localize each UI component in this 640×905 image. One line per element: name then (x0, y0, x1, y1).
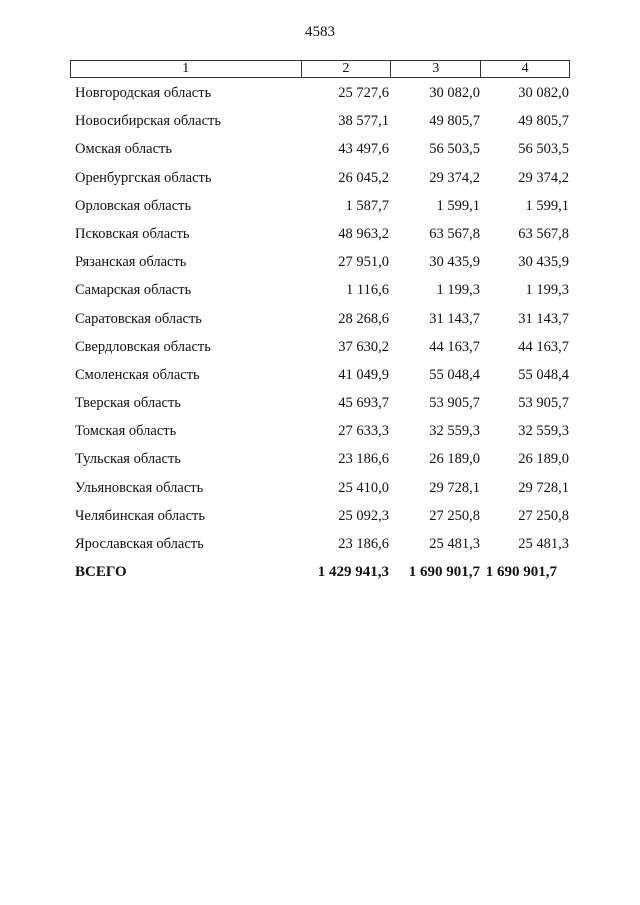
region-name: Саратовская область (75, 310, 202, 327)
value-col-4: 44 163,7 (518, 338, 569, 355)
value-col-3: 55 048,4 (429, 366, 480, 383)
table-row (0, 82, 640, 110)
value-col-2: 38 577,1 (338, 113, 389, 130)
region-name: Оренбургская область (75, 169, 212, 186)
total-col-3: 1 690 901,7 (408, 564, 480, 581)
column-header-row (71, 61, 570, 78)
value-col-3: 30 082,0 (429, 85, 480, 101)
total-label: ВСЕГО (75, 564, 127, 581)
column-header-table (70, 60, 570, 78)
region-name: Томская область (75, 423, 177, 440)
value-col-4: 53 905,7 (518, 395, 569, 412)
value-col-2: 1 587,7 (345, 197, 389, 214)
table-row (0, 110, 640, 138)
value-col-3: 29 374,2 (429, 169, 480, 186)
table-row (0, 505, 640, 533)
value-col-3: 49 805,7 (429, 113, 480, 130)
total-col-2: 1 429 941,3 (317, 564, 389, 581)
value-col-3: 31 143,7 (429, 310, 480, 327)
table-row (0, 364, 640, 392)
value-col-2: 23 186,6 (338, 451, 389, 468)
value-col-2: 43 497,6 (338, 141, 389, 158)
value-col-4: 55 048,4 (518, 366, 569, 383)
region-name: Ярославская область (75, 536, 204, 552)
column-header-2: 2 (301, 61, 391, 78)
value-col-3: 26 189,0 (429, 451, 480, 468)
value-col-3: 30 435,9 (429, 254, 480, 271)
table-row (0, 167, 640, 195)
value-col-2: 23 186,6 (338, 536, 389, 552)
value-col-3: 53 905,7 (429, 395, 480, 412)
total-col-4: 1 690 901,7 (485, 564, 557, 581)
value-col-3: 25 481,3 (429, 536, 480, 552)
value-col-3: 56 503,5 (429, 141, 480, 158)
table-row (0, 138, 640, 166)
region-name: Свердловская область (75, 338, 211, 355)
region-name: Псковская область (75, 225, 190, 242)
value-col-4: 29 374,2 (518, 169, 569, 186)
value-col-3: 1 199,3 (436, 282, 480, 299)
value-col-2: 26 045,2 (338, 169, 389, 186)
value-col-4: 63 567,8 (518, 225, 569, 242)
region-name: Самарская область (75, 282, 192, 299)
value-col-4: 30 082,0 (518, 85, 569, 101)
region-name: Новосибирская область (75, 113, 221, 130)
value-col-4: 27 250,8 (518, 507, 569, 524)
table-row (0, 223, 640, 251)
value-col-2: 27 951,0 (338, 254, 389, 271)
region-name: Рязанская область (75, 254, 187, 271)
column-header-3: 3 (391, 61, 481, 78)
value-col-2: 1 116,6 (346, 282, 389, 299)
value-col-2: 25 727,6 (338, 85, 389, 101)
value-col-4: 1 199,3 (525, 282, 569, 299)
page-number: 4583 (305, 24, 335, 40)
value-col-4: 56 503,5 (518, 141, 569, 158)
value-col-2: 45 693,7 (338, 395, 389, 412)
region-name: Смоленская область (75, 366, 200, 383)
value-col-2: 48 963,2 (338, 225, 389, 242)
data-rows (0, 82, 640, 589)
region-name: Орловская область (75, 197, 192, 214)
value-col-3: 63 567,8 (429, 225, 480, 242)
value-col-2: 25 092,3 (338, 507, 389, 524)
table-row (0, 477, 640, 505)
total-row (0, 561, 640, 589)
value-col-2: 28 268,6 (338, 310, 389, 327)
table-row (0, 279, 640, 307)
value-col-2: 37 630,2 (338, 338, 389, 355)
region-name: Челябинская область (75, 507, 205, 524)
value-col-2: 27 633,3 (338, 423, 389, 440)
value-col-4: 26 189,0 (518, 451, 569, 468)
region-name: Ульяновская область (75, 479, 204, 496)
table-row (0, 251, 640, 279)
value-col-3: 29 728,1 (429, 479, 480, 496)
value-col-4: 25 481,3 (518, 536, 569, 552)
value-col-4: 1 599,1 (525, 197, 569, 214)
value-col-2: 41 049,9 (338, 366, 389, 383)
table-row (0, 420, 640, 448)
region-name: Новгородская область (75, 85, 212, 101)
region-name: Омская область (75, 141, 172, 158)
region-name: Тульская область (75, 451, 181, 468)
table-row (0, 336, 640, 364)
value-col-3: 27 250,8 (429, 507, 480, 524)
table-row (0, 308, 640, 336)
value-col-4: 29 728,1 (518, 479, 569, 496)
value-col-4: 49 805,7 (518, 113, 569, 130)
column-header-4: 4 (481, 61, 570, 78)
column-header-1: 1 (71, 61, 302, 78)
value-col-3: 32 559,3 (429, 423, 480, 440)
table-row (0, 195, 640, 223)
value-col-4: 30 435,9 (518, 254, 569, 271)
value-col-3: 44 163,7 (429, 338, 480, 355)
table-row (0, 392, 640, 420)
region-name: Тверская область (75, 395, 181, 412)
table-row (0, 533, 640, 561)
value-col-3: 1 599,1 (436, 197, 480, 214)
value-col-4: 31 143,7 (518, 310, 569, 327)
value-col-2: 25 410,0 (338, 479, 389, 496)
table-row (0, 448, 640, 476)
value-col-4: 32 559,3 (518, 423, 569, 440)
